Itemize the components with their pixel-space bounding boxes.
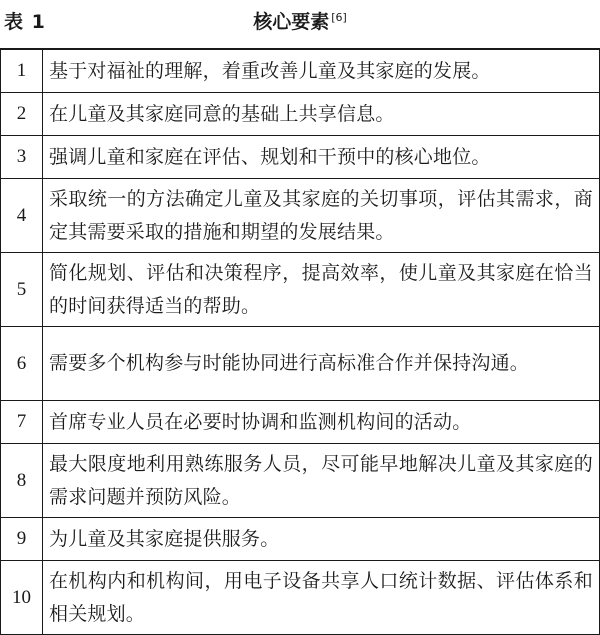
table-title-text: 核心要素 [253,11,330,33]
row-number: 4 [1,179,43,253]
row-text: 在机构内和机构间，用电子设备共享人口统计数据、评估体系和相关规划。 [43,561,600,635]
table-row [1,444,600,518]
table-row [1,327,600,401]
core-elements-table [0,50,600,635]
row-number: 9 [1,518,43,561]
row-number: 1 [1,50,43,93]
row-text: 基于对福祉的理解，着重改善儿童及其家庭的发展。 [43,50,600,93]
row-number: 8 [1,444,43,518]
table-row [1,401,600,444]
table-row [1,93,600,136]
row-number: 10 [1,561,43,635]
table-row [1,50,600,93]
row-text: 简化规划、评估和决策程序，提高效率，使儿童及其家庭在恰当的时间获得适当的帮助。 [43,253,600,327]
table-row [1,518,600,561]
table-header [0,0,600,50]
reference-superscript: [6] [331,11,347,24]
row-text: 首席专业人员在必要时协调和监测机构间的活动。 [43,401,600,444]
table-title [0,10,600,34]
row-text: 采取统一的方法确定儿童及其家庭的关切事项，评估其需求，商定其需要采取的措施和期望的发展结果。 [43,179,600,253]
row-number: 7 [1,401,43,444]
row-text: 最大限度地利用熟练服务人员，尽可能早地解决儿童及其家庭的需求问题并预防风险。 [43,444,600,518]
table-row [1,179,600,253]
table-row [1,561,600,635]
row-number: 3 [1,136,43,179]
row-text: 需要多个机构参与时能协同进行高标准合作并保持沟通。 [43,327,600,401]
row-number: 5 [1,253,43,327]
row-text: 在儿童及其家庭同意的基础上共享信息。 [43,93,600,136]
row-number: 2 [1,93,43,136]
table-row [1,253,600,327]
row-text: 强调儿童和家庭在评估、规划和干预中的核心地位。 [43,136,600,179]
row-text: 为儿童及其家庭提供服务。 [43,518,600,561]
table-label: 表 1 [4,11,46,33]
row-number: 6 [1,327,43,401]
table-row [1,136,600,179]
